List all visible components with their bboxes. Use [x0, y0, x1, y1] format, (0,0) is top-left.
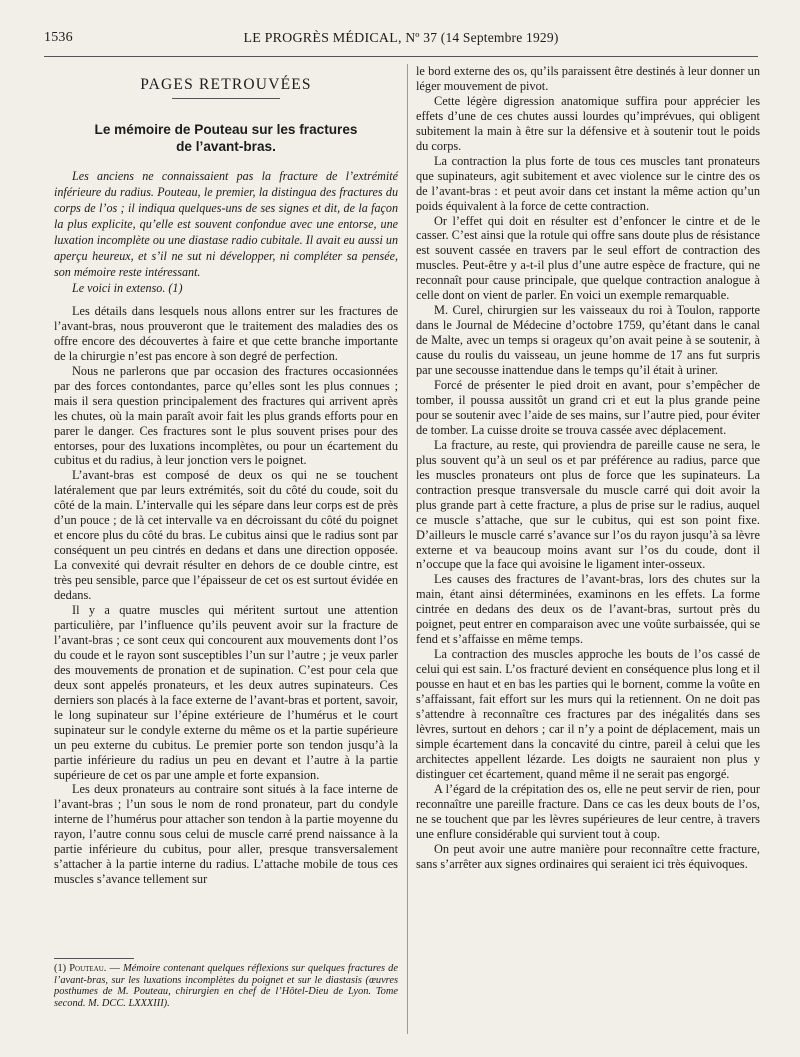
- issue-info: Nº 37 (14 Septembre 1929): [405, 30, 559, 45]
- body-paragraph: Cette légère digression anatomique suffira pour apprécier les effets d’une de ces chutes aussi lourdes qu’imprévues, qui obligent subitement la main à être sur la défensive et à soutenir tout le poids du corps.: [416, 93, 760, 153]
- body-paragraph: La contraction la plus forte de tous ces muscles tant pronateurs que supinateurs, agit subitement et avec violence sur le cintre des os de l’avant-bras : et peut avoir dans cet instant la même action qu’un poids équivalent à la force de cette contraction.: [416, 153, 760, 213]
- body-paragraph: Les causes des fractures de l’avant-bras, lors des chutes sur la main, étant ainsi déterminées, examinons en les effets. La forme cintrée en dedans des deux os de l’avant-bras, surtout près du poignet, peut entrer en comparaison avec une voûte surbaissée, qui se fend et s’affaisse en même temps.: [416, 572, 760, 647]
- body-paragraph: L’avant-bras est composé de deux os qui ne se touchent latéralement que par leurs extrémités, soit du côté du coude, soit du côté de la main. L’intervalle qui les sépare dans leur corps est de près d’un pouce ; de là cet intervalle va en décroissant du côté du poignet et encore plus du côté du bras. Le cubitus ainsi que le radius sont par conséquent un peu cintrés en dedans et dans une direction opposée. La convexité qui devrait résulter en dehors de ce double cintre, est très peu sensible, parce que l’épaisseur de cet os est surtout évidée en dedans.: [54, 468, 398, 603]
- journal-name: LE PROGRÈS MÉDICAL,: [243, 31, 402, 46]
- body-paragraph: Or l’effet qui doit en résulter est d’enfoncer le cintre et de le casser. C’est ainsi que la rotule qui offre sans doute plus de résistance est souvent cassée en travers par le seul effort de contraction des muscles. Peut-être y a-t-il plus d’une autre espèce de fracture, qui ne reconnaît pour cause principale, que quelque contraction analogue à celle dont on vient de parler. En voici un exemple remarquable.: [416, 213, 760, 303]
- body-paragraph: Forcé de présenter le pied droit en avant, pour s’empêcher de tomber, il poussa aussitôt un grand cri et eut la plus grande peine pour se soutenir avec l’aide de ses mains, sur l’autre pied, pour éviter de tomber. La cuisse droite se trouva cassée avec déplacement.: [416, 378, 760, 437]
- article-title: [54, 121, 398, 155]
- article-title-line-2: de l’avant-bras.: [176, 138, 276, 154]
- body-paragraph: Il y a quatre muscles qui méritent surtout une attention particulière, par l’influence qu’ils peuvent avoir sur la fracture de l’avant-bras ; ce sont ceux qui concourent aux mouvements dont l’os du coude et le rayon sont susceptibles l’un sur l’autre ; je veux parler des mouvements de pronation et de supination. C’est pour cela que deux sont appelés pronateurs, et les deux autres supinateurs. Ces derniers son placés à la face externe de l’avant-bras et portent, savoir, le long supinateur sur l’épine extérieure de l’humérus et le court supinateur sur le condyle externe du même os et la partie supérieure un peu externe du cubitus. Le premier porte son tendon jusqu’à la partie inférieure du radius un peu en devant et l’autre à la partie supérieure de cet os par une ample et forte expansion.: [54, 603, 398, 782]
- body-paragraph: Les deux pronateurs au contraire sont situés à la face interne de l’avant-bras ; l’un sous le nom de rond pronateur, part du condyle interne de l’humérus pour attacher son tendon à la partie moyenne du rayon, l’autre connu sous celui de muscle carré prend naissance à la partie inférieure du cubitus, pour aller, presque transversalement s’attacher à la partie interne du radius. L’attache mobile de tous ces muscles s’avance tellement sur: [54, 782, 398, 887]
- footnote-author: Pouteau.: [69, 963, 107, 974]
- footnote-text: Mémoire contenant quelques réflexions sur quelques fractures de l’avant-bras, sur les luxations incomplètes du poignet et sur le diastasis (œuvres posthumes de M. Pouteau, chirurgien en chef de l’Hôtel-Dieu de Lyon. Tome second. M. DCC. LXXXIII).: [54, 963, 398, 1009]
- body-paragraph: A l’égard de la crépitation des os, elle ne peut servir de rien, pour reconnaître une pareille fracture. Dans ce cas les deux bouts de l’os, ne se touchent que par les lèvres supérieures de leur centre, à travers une enflure considérable qui survient tout à coup.: [416, 781, 760, 841]
- body-paragraph: Nous ne parlerons que par occasion des fractures occasionnées par des forces contondantes, parce qu’elles sont les plus connues ; mais il sera question principalement des fractures qui arrivent après les chutes, où la main paraît avoir fait les plus grands efforts pour en parer le danger. Ces fractures sont le plus souvent prises pour des entorses, pour des luxations incomplètes, ou pour un écartement du cubitus et du radius, à leur jonction vers le poignet.: [54, 363, 398, 468]
- body-paragraph: La contraction des muscles approche les bouts de l’os cassé de celui qui est sain. L’os fracturé devient en conséquence plus long et il pousse en haut et en bas les parties qui le bornent, comme la voûte en s’affaissant, fait effort sur les murs qui la retiennent. On ne doit pas s’attendre à reconnaître ces fractures par des inégalités dans ses lèvres, surtout en dehors ; car il n’y a point de déplacement, mais un simple écartement dans la concavité du cintre, pareil à celui que les architectes appellent lézarde. Les doigts ne sauraient non plus y distinguer cet écartement, quand même il ne serait pas engorgé.: [416, 647, 760, 781]
- body-paragraph: Les détails dans lesquels nous allons entrer sur les fractures de l’avant-bras, nous prouveront que le traitement des maladies des os offre encore des découvertes à faire et que cette branche importante de la chirurgie n’est pas encore à son degré de perfection.: [54, 303, 398, 363]
- page-number: 1536: [44, 30, 73, 45]
- footnote-marker: (1): [54, 963, 67, 974]
- running-title: [44, 30, 758, 47]
- footnote-dash: —: [106, 963, 124, 974]
- footnote: [54, 963, 398, 1009]
- body-paragraph: M. Curel, chirurgien sur les vaisseaux du roi à Toulon, rapporte dans le Journal de Médecine d’octobre 1759, qu’étant dans le canal de Malte, avec un temps si orageux qu’on avait peine à se soutenir, à cause du roulis du vaisseau, un jeune homme de 17 ans fut surpris par une secousse inattendue dans le temps qu’il était à uriner.: [416, 303, 760, 378]
- right-column: [416, 64, 760, 871]
- column-divider: [407, 64, 408, 1034]
- page-header: [44, 30, 758, 52]
- left-column: [54, 64, 398, 887]
- body-paragraph: La fracture, au reste, qui proviendra de pareille cause ne sera, le plus souvent qu’à un seul os et par préférence au radius, parce que les muscles pronateurs ont plus de force que les supinateurs. La contraction presque transversale du muscle carré qui doit avoir la plus grande part à cette fracture, a plus de prise sur le radius, auquel ce muscle s’attache, que sur le cubitus, qui est son point fixe. D’ailleurs le muscle carré s’avance sur l’os du rayon jusqu’à sa lèvre externe et va beaucoup moins avant sur l’os du coude, dont il n’occupe que la face qui avoisine le ligament inter-osseux.: [416, 437, 760, 572]
- body-paragraph: le bord externe des os, qu’ils paraissent être destinés à leur donner un léger mouvement de pivot.: [416, 64, 760, 93]
- header-rule: [44, 56, 758, 57]
- article-title-line-1: Le mémoire de Pouteau sur les fractures: [94, 121, 358, 137]
- footnote-rule: [54, 958, 134, 959]
- section-rule: [172, 98, 280, 99]
- body-paragraph: On peut avoir une autre manière pour reconnaître cette fracture, sans s’arrêter aux signes ordinaires qui seraient ici très équivoques.: [416, 841, 760, 871]
- article-intro-2: Le voici in extenso. (1): [72, 280, 183, 295]
- article-intro: Les anciens ne connaissaient pas la fracture de l’extrémité inférieure du radius. Pouteau, le premier, la distingua des fractures du corps de l’os ; il indiqua quelques-uns de ses signes et dit, de la façon la plus explicite, qu’elle est souvent confondue avec une entorse, une luxation incomplète ou une diastase radio cubitale. Il avait eu aussi un aperçu heureux, et s’il ne sut ni développer, ni compléter sa pensée, son mémoire reste intéressant.: [54, 168, 398, 279]
- section-title: PAGES RETROUVÉES: [140, 76, 312, 93]
